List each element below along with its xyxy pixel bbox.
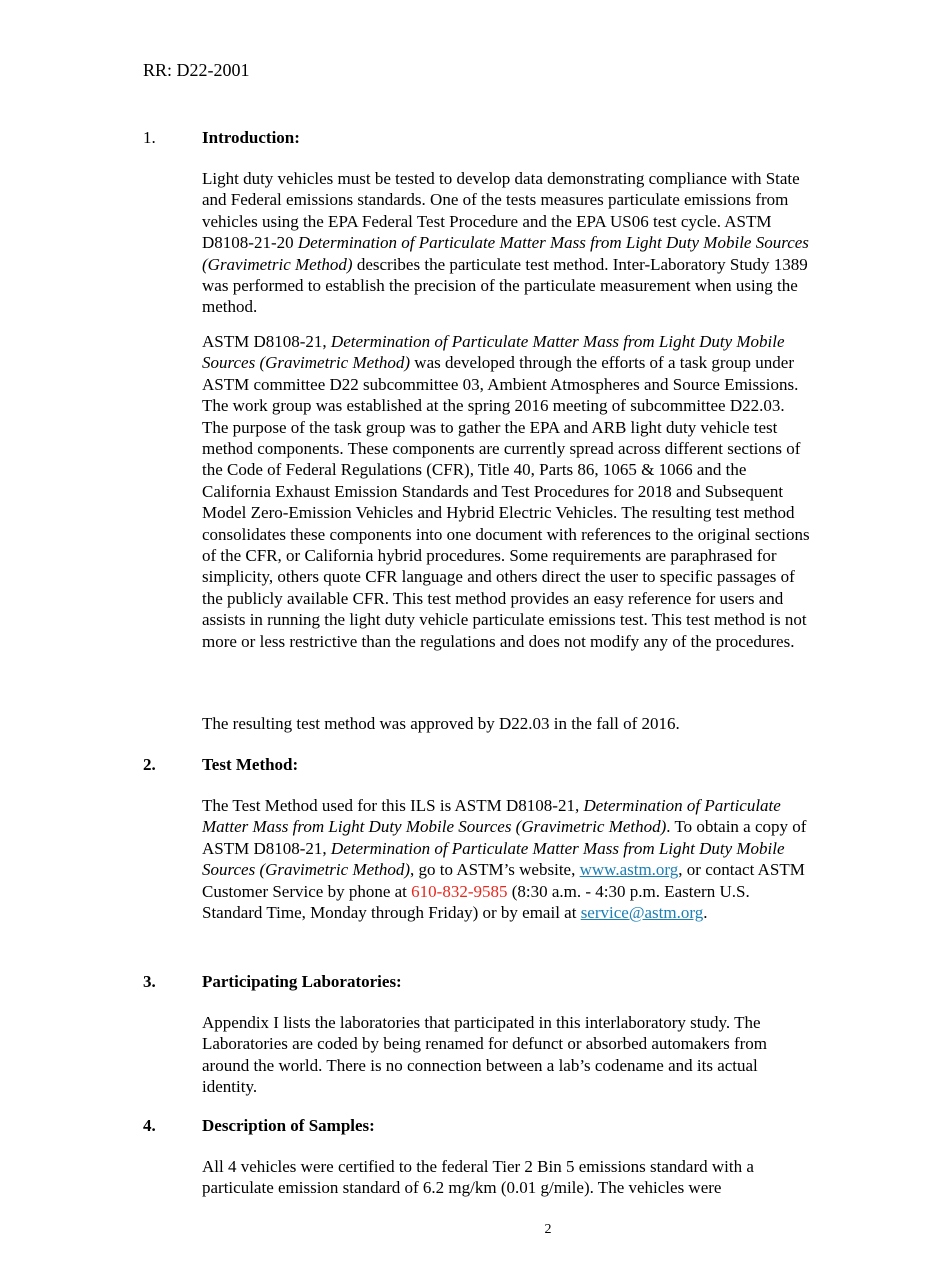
samples-paragraph: [143, 1156, 843, 1199]
section-number: 1.: [143, 128, 156, 147]
section-heading: [143, 1115, 843, 1137]
method-title-italic: Determination of Particulate Matter Mass from Light Duty Mobile Sources (Gravimetric Method): [202, 233, 809, 274]
labs-paragraph: [143, 1012, 843, 1098]
text-run: , or contact ASTM Customer Service by phone at: [202, 860, 805, 901]
text-run: Appendix I lists the laboratories that participated in this interlaboratory study. The Laboratories are coded by being renamed for defunct or absorbed automakers from around the world. There is no connection between a lab’s codename and its actual identity.: [202, 1013, 768, 1097]
text-run: describes the particulate test method. Inter-Laboratory Study 1389 was performed to establish the precision of the particulate measurement when using the method.: [202, 254, 808, 317]
text-run: .: [703, 903, 708, 923]
intro-paragraph-2: [143, 331, 843, 652]
method-title-italic: Determination of Particulate Matter Mass from Light Duty Mobile Sources (Gravimetric Method): [202, 332, 785, 373]
section-heading: [143, 127, 843, 149]
method-title-italic: Determination of Particulate Matter Mass from Light Duty Mobile Sources (Gravimetric Method): [202, 796, 781, 837]
text-run: (8:30 a.m. - 4:30 p.m. Eastern U.S. Standard Time, Monday through Friday) or by email at: [202, 881, 750, 923]
text-run: Light duty vehicles must be tested to develop data demonstrating compliance with State and Federal emissions standards. One of the tests measures particulate emissions from vehicles using the EPA Federal Test Procedure and the EPA US06 test cycle. ASTM D8108-21-20: [202, 169, 800, 253]
phone-number: 610-832-9585: [411, 881, 508, 901]
intro-paragraph-3: [143, 713, 843, 734]
text-run: The resulting test method was approved by D22.03 in the fall of 2016.: [202, 714, 680, 733]
section-title: Test Method:: [202, 755, 299, 774]
method-title-italic: Determination of Particulate Matter Mass from Light Duty Mobile Sources (Gravimetric Method): [202, 838, 785, 880]
astm-website-link[interactable]: www.astm.org: [579, 860, 679, 880]
section-number: 3.: [143, 972, 156, 991]
section-number: 4.: [143, 1116, 156, 1135]
section-heading: [143, 971, 843, 993]
section-participating-laboratories: [143, 971, 843, 993]
section-title: Participating Laboratories:: [202, 972, 402, 991]
test-method-paragraph: [143, 795, 843, 923]
section-test-method: [143, 754, 843, 776]
text-run: , go to ASTM’s website,: [410, 860, 580, 880]
email-link[interactable]: service@astm.org: [580, 903, 704, 923]
intro-paragraph-1: [143, 168, 843, 318]
section-title: Description of Samples:: [202, 1116, 375, 1135]
report-number: RR: D22-2001: [143, 60, 250, 80]
section-description-of-samples: [143, 1115, 843, 1137]
section-title: Introduction:: [202, 128, 300, 147]
section-introduction: [143, 127, 843, 149]
page-number: 2: [544, 1222, 552, 1237]
section-number: 2.: [143, 755, 156, 774]
text-run: The Test Method used for this ILS is ASTM D8108-21,: [202, 796, 584, 815]
text-run: All 4 vehicles were certified to the federal Tier 2 Bin 5 emissions standard with a particulate emission standard of 6.2 mg/km (0.01 g/mile). The vehicles were: [202, 1157, 754, 1198]
text-run: . To obtain a copy of ASTM D8108-21,: [202, 817, 807, 858]
text-run: was developed through the efforts of a task group under ASTM committee D22 subcommittee 03, Ambient Atmospheres and Source Emissions. The work group was established at the spring 2016 meeting of subcommittee D22.03. The purpose of the task group was to gather the EPA and ARB light duty vehicle test method components. These components are currently spread across different sections of the Code of Federal Regulations (CFR), Title 40, Parts 86, 1065 & 1066 and the California Exhaust Emission Standards and Test Procedures for 2018 and Subsequent Model Zero-Emission Vehicles and Hybrid Electric Vehicles. The resulting test method consolidates these components into one document with references to the original sections of the CFR, or California hybrid procedures. Some requirements are paraphrased for simplicity, others quote CFR language and others direct the user to specific passages of the publicly available CFR. This test method provides an easy reference for users and assists in running the light duty vehicle particulate emissions test. This test method is not more or less restrictive than the regulations and does not modify any of the procedures.: [202, 353, 810, 651]
text-run: ASTM D8108-21,: [202, 332, 331, 351]
section-heading: [143, 754, 843, 776]
